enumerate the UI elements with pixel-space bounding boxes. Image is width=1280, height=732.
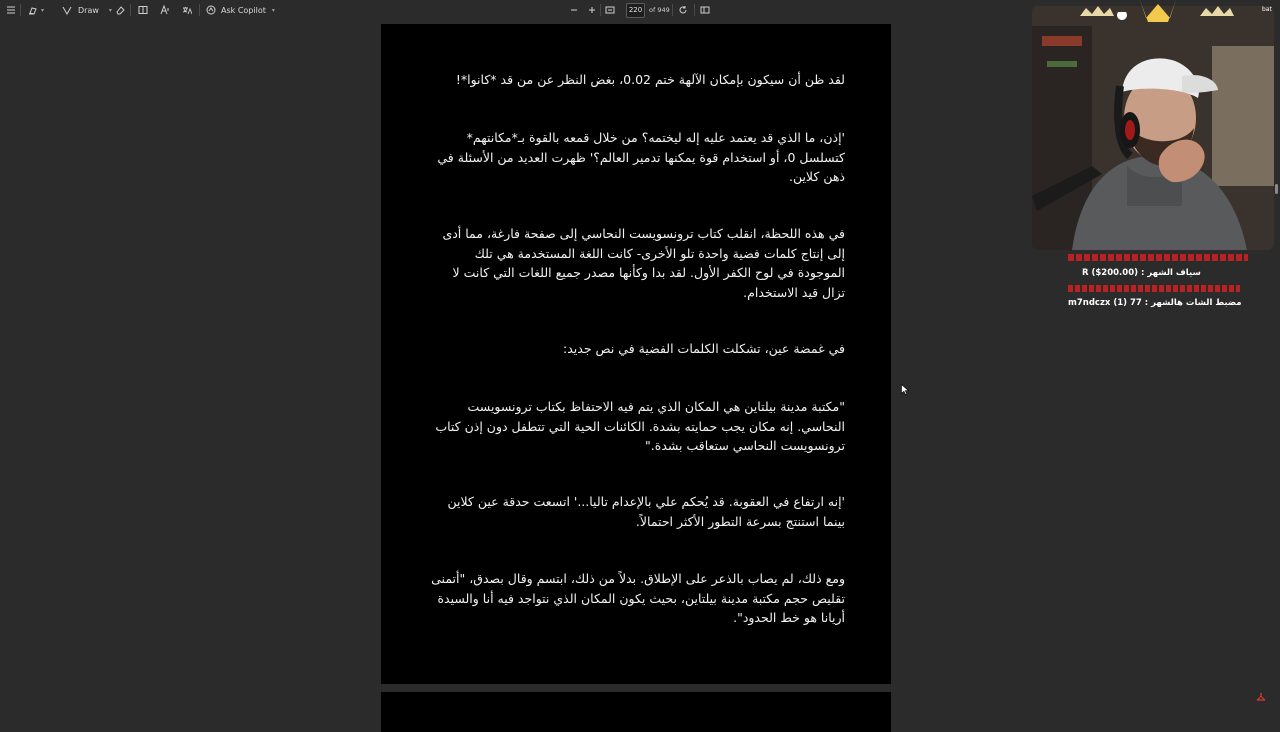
ask-copilot-button[interactable] (206, 3, 275, 17)
overlay-top-moderator: مضبط الشات هالشهر : m7ndczx (1) 77 (1068, 298, 1242, 308)
toolbar-divider (672, 4, 673, 16)
translate-button[interactable] (182, 3, 192, 17)
list-icon (6, 5, 16, 15)
book-icon (700, 5, 710, 15)
page-number-input[interactable] (626, 3, 645, 18)
contents-button[interactable] (6, 3, 16, 17)
chevron-down-icon: ▾ (108, 6, 112, 14)
toolbar-divider (130, 4, 131, 16)
page-view-icon (138, 5, 148, 15)
paragraph-1: لقد ظن أن سيكون بإمكان الآلهة ختم 0.02، بغض النظر عن من قد *كانوا*! (455, 72, 845, 87)
rotate-button[interactable] (678, 3, 688, 17)
ask-copilot-label: Ask Copilot (221, 5, 266, 15)
chevron-down-icon: ▾ (41, 6, 45, 14)
erase-button[interactable] (115, 3, 125, 17)
pdf-next-page (381, 692, 891, 732)
pen-icon (62, 5, 72, 15)
toolbar-divider (600, 4, 601, 16)
fit-page-icon (605, 5, 615, 15)
pdf-page (381, 24, 891, 684)
draw-button[interactable] (62, 3, 112, 17)
toolbar-divider (694, 4, 695, 16)
pdf-icon (1256, 692, 1266, 702)
rotate-icon (678, 5, 688, 15)
highlight-button[interactable] (28, 3, 44, 17)
toolbar-divider (199, 4, 200, 16)
copilot-icon (206, 5, 216, 15)
overlay-ticker-red-2 (1068, 285, 1240, 292)
read-aloud-button[interactable] (160, 3, 170, 17)
page-layout-button[interactable] (700, 3, 710, 17)
crown-ornament-icon (1080, 0, 1240, 22)
paragraph-2: 'إذن، ما الذي قد يعتمد عليه إله ليختمه؟ من خلال قمعه بالقوة بـ*مكانتهم* كتسلسل 0، أو استخدام قوة يمكنها تدمير العالم؟' ظهرت العديد من الأسئلة في ذهن كلاين. (437, 130, 845, 184)
streamer-image (1032, 6, 1274, 250)
page-total: of 949 (649, 6, 670, 14)
read-aloud-icon (160, 5, 170, 15)
eraser-icon (115, 5, 125, 15)
paragraph-7: ومع ذلك، لم يصاب بالذعر على الإطلاق. بدلاً من ذلك، ابتسم وقال بصدق، "أتمنى تقليص حجم مكتبة مدينة بيلتاين، بحيث يكون المكان الذي نتواجد فيه أنا والسيدة أريانا هو خط الحدود". (431, 571, 845, 625)
translate-icon (182, 5, 192, 15)
chevron-down-icon: ▾ (271, 6, 275, 14)
highlighter-icon (28, 5, 38, 15)
fit-page-button[interactable] (605, 3, 615, 17)
paragraph-6: 'إنه ارتفاع في العقوبة. قد يُحكم علي بالإعدام تاليا...' اتسعت حدقة عين كلاين بينما استنتج بسرعة التطور الأكثر احتمالاً. (447, 494, 845, 529)
toolbar-divider (20, 4, 21, 16)
overlay-corner-label: bat (1262, 6, 1272, 13)
page-view-button[interactable] (138, 3, 148, 17)
overlay-top-donor: سياف الشهر : R ($200.00) (1082, 268, 1201, 278)
minus-icon (569, 5, 579, 15)
draw-label: Draw (78, 5, 99, 15)
paragraph-4: في غمضة عين، تشكلت الكلمات الفضية في نص جديد: (563, 341, 845, 356)
paragraph-5: "مكتبة مدينة بيلتاين هي المكان الذي يتم فيه الاحتفاظ بكتاب ترونسويست النحاسي. إنه مكان يجب حمايته بشدة. الكائنات الحية التي تتطفل دون إذن كتاب ترونسويست النحاسي ستعاقب بشدة." (435, 399, 845, 453)
mouse-cursor-icon (901, 384, 909, 395)
zoom-out-button[interactable] (569, 3, 579, 17)
scrollbar-thumb[interactable] (1275, 184, 1278, 194)
zoom-in-button[interactable] (587, 3, 597, 17)
overlay-ticker-red (1068, 254, 1248, 261)
webcam-feed (1032, 6, 1274, 250)
plus-icon (587, 5, 597, 15)
paragraph-3: في هذه اللحظة، انقلب كتاب ترونسويست النحاسي إلى صفحة فارغة، مما أدى إلى إنتاج كلمات فضية واحدة تلو الأخرى- كانت اللغة المستخدمة هي تلك الموجودة في لوح الكفر الأول. لقد بدا وكأنها مصدر جميع اللغات التي كانت لا تزال قيد الاستخدام. (442, 226, 845, 300)
